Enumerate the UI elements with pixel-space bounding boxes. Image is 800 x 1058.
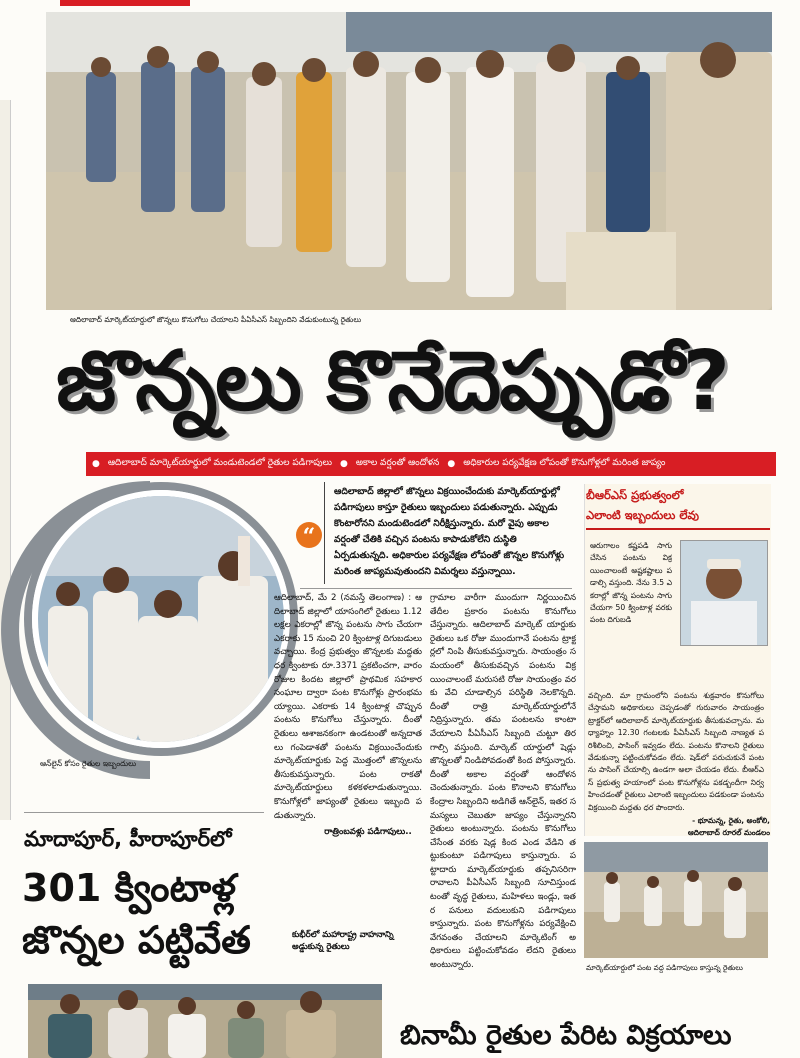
body-column-1: ఆదిలాబాద్, మే 2 (నమస్తే తెలంగాణ) : ఆదిలాబాద్ జిల్లాలో యాసంగిలో రైతులు 1.12 లక్షల ఎకరాల్లో జొన్న పంటను సాగు చేయగా ఎకరాకు 15 నుంచి 20 క్వింటాళ్ల దిగుబడులు వచ్చాయి. కేంద్ర ప్రభుత్వం జొన్నలకు మద్దతు ధర క్వింటాకు రూ.3371 ప్రకటించగా, వారం రోజుల కిందట జిల్లాలో ప్రాథమిక సహకార సంఘాల ద్వారా పంట కొనుగోళ్లు ప్రారంభమయ్యాయి. ఎకరాకు 14 క్వింటాళ్ల చొప్పున పంటను కొనుగోలు చేస్తున్నారు. దీంతో రైతులు ఆశాజనకంగా ఉండటంతో అన్నదాతలు గంపెడాశతో పంటను విక్రయించేందుకు మార్కెట్‌యార్డుకు పెద్ద మొత్తంలో జొన్నలను తీసుకువస్తున్నారు. పంట రాకతో మార్కెట్‌యార్డులు కళకళలాడుతున్నాయి. కొనుగోళ్లలో జాప్యంతో రైతులు ఇబ్బంది పడుతున్నారు. <box>274 593 422 821</box>
market-photo <box>584 842 768 958</box>
second-headline-big-2: జొన్నల పట్టివేత <box>22 918 251 962</box>
quote-icon: “ <box>296 522 322 548</box>
sidebar-title-underline <box>586 528 770 530</box>
sidebar-text-top: ఆరుగాలం కష్టపడి సాగు చేసిన పంటను విక్రయించాలంటే అష్టకష్టాలు పడాల్సి వస్తుంది. నేను 3.5 ఎకరాల్లో జొన్న పంటను సాగు చేయగా 50 క్వింటాళ్ల వరకు పంట దిగుబడి <box>590 541 672 625</box>
second-photo-caption: కుభీర్‌లో మహారాష్ట్ర వాహనాన్ని అడ్డుకున్న రైతులు <box>292 929 394 951</box>
bullet-icon: ● <box>447 459 456 469</box>
sidebar-title-2: ఎలాంటి ఇబ్బందులు లేవు <box>586 508 699 522</box>
second-story-photo <box>28 984 382 1058</box>
main-photo-caption: ఆదిలాబాద్ మార్కెట్‌యార్డులో జొన్నలు కొనుగోలు చేయాలని పీఏసీఎస్ సిబ్బందిని వేడుకుంటున్న రైతులు <box>70 315 362 324</box>
farmer-portrait <box>680 540 768 646</box>
bullet-icon: ● <box>339 459 348 469</box>
main-photo <box>46 12 772 310</box>
bottom-headline: బినామీ రైతుల పేరిట విక్రయాలు <box>400 1020 732 1051</box>
summary-rule <box>324 482 325 584</box>
inset-photo <box>32 490 290 748</box>
top-red-strip <box>60 0 190 6</box>
summary-text: ఆదిలాబాద్ జిల్లాలో జొన్నలు విక్రయించేందుకు మార్కెట్‌యార్డుల్లో పడిగాపులు కాస్తూ రైతులు ఇబ్బందులు పడుతున్నారు. ఎప్పుడు కొంటారోనని మండుటెండలో నిరీక్షిస్తున్నారు. మరో వైపు అకాల వర్షంతో చేతికి వచ్చిన పంటను కాపాడుకోలేని దుస్థితి ఏర్పడుతున్నది. అధికారుల పర్యవేక్షణ లోపంతో జొన్నల కొనుగోళ్లు మరింత జాప్యమవుతుందని విమర్శలు వస్తున్నాయి. <box>334 486 565 577</box>
second-headline-small: మాదాపూర్, హీరాపూర్‌లో <box>24 827 232 851</box>
sidebar-title-1: బీఆర్‌ఎస్ ప్రభుత్వంలో <box>586 488 684 502</box>
sidebar-text-rest: వచ్చింది. మా గ్రామంలోని పంటను శుక్రవారం కొనుగోలు చేస్తామని అధికారులు చెప్పడంతో గురువారం సాయంత్రం ట్రాక్టర్‌లో ఆదిలాబాద్ మార్కెట్‌యార్డుకు తీసుకువచ్చాను. మధ్యాహ్నం 12.30 గంటలకు పీఏసీఎస్ సిబ్బంది నాణ్యత పరిశీలించి, పాసింగ్ ఇవ్వడం లేదు. పంటను కొనాలని రైతులు వేడుకున్నా పట్టించుకోవడం లేదు. షెడ్‌లో పరుచుకునే పంటను పాసింగ్ చేయాల్సి ఉండగా అలా చేయడం లేదు. బీఆర్‌ఎస్ ప్రభుత్వ హయాంలో పంట కొనుగోళ్లను పకడ్బందీగా నిర్వహించడంతో రైతులు ఎలాంటి ఇబ్బందులు పడకుండా పంటను విక్రయించి మద్దతు ధర పొందారు. <box>588 691 764 812</box>
market-photo-caption: మార్కెట్‌యార్డులో పంట వద్ద పడిగాపులు కాస్తున్న రైతులు <box>586 963 743 972</box>
second-headline-big-1: 301 క్వింటాళ్ల <box>22 866 237 910</box>
main-headline: జొన్నలు కొనేదెప్పుడో? <box>56 334 729 429</box>
small-label: రాత్రింబవళ్లు పడిగాపులు.. <box>324 827 412 837</box>
bullet-icon: ● <box>92 459 100 469</box>
sidebar-attribution-place: ఆదిలాబాద్ రూరల్ మండలం <box>687 828 770 837</box>
sidebar-attribution-name: - భూమన్న, రైతు, అంకోలి, <box>692 816 770 825</box>
highlight-3: అధికారుల పర్యవేక్షణ లోపంతో కొనుగోళ్లలో మరింత జాప్యం <box>463 458 666 468</box>
highlight-2: అకాల వర్షంతో ఆందోళన <box>355 458 440 468</box>
summary-bottom-rule <box>300 588 572 589</box>
highlight-1: ఆదిలాబాద్ మార్కెట్‌యార్డులో మండుటెండలో రైతుల పడిగాపులు <box>107 458 332 468</box>
second-story-divider <box>24 812 264 813</box>
body-column-2: గ్రామాల వారీగా ముందుగా నిర్ణయించిన తేదీల ప్రకారం పంటను కొనుగోలు చేస్తున్నారు. ఆదిలాబాద్ మార్కెట్ యార్డుకు రైతులు ఒక రోజు ముందుగానే పంటను ట్రాక్టర్లలో నింపి తీసుకువస్తున్నారు. సాయంత్రం సమయంలో తీసుకువచ్చిన పంటను విక్రయించాలంటే మరుసటి రోజు సాయంత్రం వరకు వేచి చూడాల్సిన పరిస్థితి నెలకొన్నది. దీంతో రాత్రి మార్కెట్‌యార్డులోనే నిద్రిస్తున్నారు. తమ పంటలను కాంటా వేయాలని పీఏసీఎస్ సిబ్బంది చుట్టూ తిరగాల్సి వస్తుంది. మార్కెట్ యార్డులో షెడ్లు జొన్నలతో నిండిపోవడంతో కింద పోస్తున్నారు. దీంతో అకాల వర్షంతో ఆందోళన చెందుతున్నారు. పంట కొనాలని కొనుగోలు కేంద్రాల సిబ్బందిని అడిగితే ఆన్‌లైన్, ఇతర సమస్యలు చెబుతూ జాప్యం చేస్తున్నారని రైతులు అంటున్నారు. పంటను కొనుగోలు చేసేంత వరకు షెడ్ల కింద ఎండ వేడిని తట్టుకుంటూ పడిగాపులు కాస్తున్నారు. పట్టాదారు మార్కెట్‌యార్డుకు తప్పనిసరిగా రావాలని పీఏసీఎస్ సిబ్బంది సూచిస్తుండటంతో వృద్ధ రైతులు, మహిళలు ఇండ్లు, ఇతర పనులు వదులుకుని పడిగాపులు కాస్తున్నారు. పంట కొనుగోళ్లను పర్యవేక్షించి వేగవంతం చేయాలని మార్కెటింగ్ అధికారులు పట్టించుకోవడం లేదని రైతులు అంటున్నారు. <box>430 593 576 971</box>
inset-photo-caption: ఆన్‌లైన్ కోసం రైతుల ఇబ్బందులు <box>40 759 137 768</box>
